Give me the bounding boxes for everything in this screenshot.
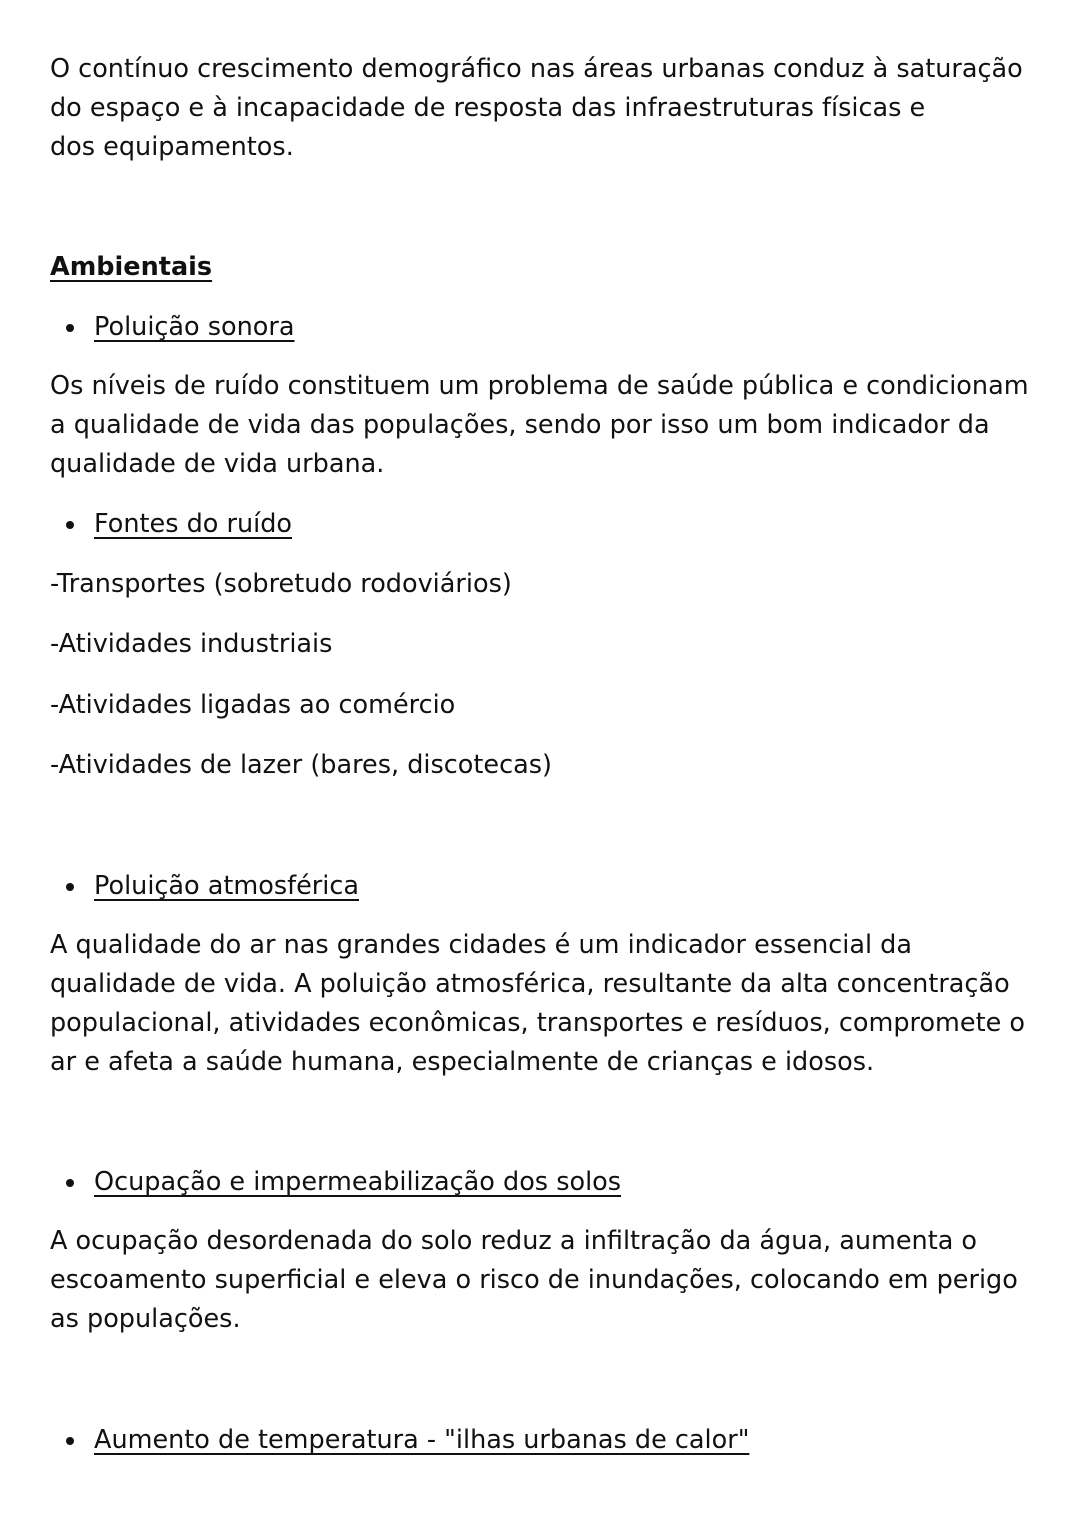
bullet-label: Ocupação e impermeabilização dos solos bbox=[94, 1167, 622, 1197]
text-line: A qualidade do ar nas grandes cidades é um indicador essencial da bbox=[50, 930, 912, 960]
intro-paragraph bbox=[50, 50, 1023, 167]
bullet-label: Poluição atmosférica bbox=[94, 871, 359, 901]
text-line: do espaço e à incapacidade de resposta das infraestruturas físicas e bbox=[50, 93, 926, 123]
list-item: -Atividades industriais bbox=[50, 629, 333, 659]
bullet-dot-icon bbox=[66, 1437, 74, 1445]
text-line: O contínuo crescimento demográfico nas áreas urbanas conduz à saturação bbox=[50, 54, 1023, 84]
section-heading-ambientais: Ambientais bbox=[50, 252, 213, 282]
text-line: Os níveis de ruído constituem um problema de saúde pública e condicionam bbox=[50, 371, 1029, 401]
text-line: dos equipamentos. bbox=[50, 132, 294, 162]
list-item: -Atividades de lazer (bares, discotecas) bbox=[50, 750, 552, 780]
bullet-label: Fontes do ruído bbox=[94, 509, 293, 539]
bullet-label: Aumento de temperatura - "ilhas urbanas de calor" bbox=[94, 1425, 750, 1455]
bullet-dot-icon bbox=[66, 324, 74, 332]
bullet-dot-icon bbox=[66, 883, 74, 891]
bullet-dot-icon bbox=[66, 521, 74, 529]
solos-paragraph bbox=[50, 1222, 1018, 1339]
sonora-paragraph bbox=[50, 367, 1029, 484]
text-line: ar e afeta a saúde humana, especialmente de crianças e idosos. bbox=[50, 1047, 875, 1077]
list-item: -Transportes (sobretudo rodoviários) bbox=[50, 569, 512, 599]
bullet-label: Poluição sonora bbox=[94, 312, 295, 342]
text-line: a qualidade de vida das populações, sendo por isso um bom indicador da bbox=[50, 410, 990, 440]
list-item: -Atividades ligadas ao comércio bbox=[50, 690, 456, 720]
atmosferica-paragraph bbox=[50, 926, 1025, 1082]
text-line: as populações. bbox=[50, 1304, 241, 1334]
text-line: A ocupação desordenada do solo reduz a infiltração da água, aumenta o bbox=[50, 1226, 978, 1256]
text-line: populacional, atividades econômicas, transportes e resíduos, compromete o bbox=[50, 1008, 1025, 1038]
text-line: qualidade de vida urbana. bbox=[50, 449, 385, 479]
text-line: qualidade de vida. A poluição atmosférica, resultante da alta concentração bbox=[50, 969, 1010, 999]
text-line: escoamento superficial e eleva o risco de inundações, colocando em perigo bbox=[50, 1265, 1018, 1295]
bullet-dot-icon bbox=[66, 1179, 74, 1187]
